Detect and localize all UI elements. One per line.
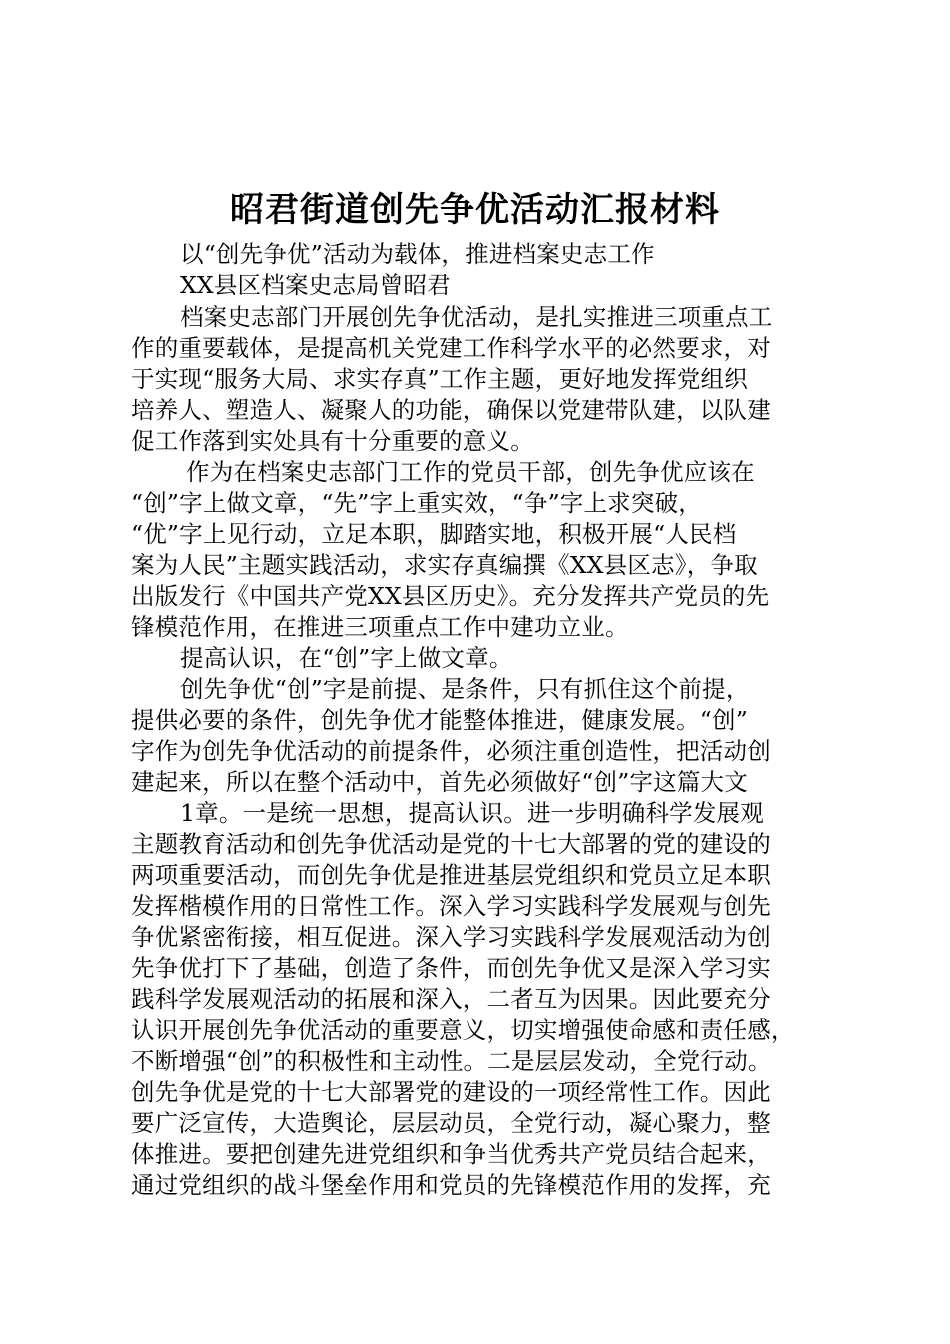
paragraph-line: 争优紧密衔接，相互促进。深入学习实践科学发展观活动为创 — [131, 923, 771, 951]
paragraph-line: 于实现“服务大局、求实存真”工作主题，更好地发挥党组织 — [131, 365, 748, 393]
paragraph-line: 字作为创先争优活动的前提条件，必须注重创造性，把活动创 — [131, 737, 771, 765]
paragraph-line: 培养人、塑造人、凝聚人的功能，确保以党建带队建，以队建 — [131, 396, 771, 424]
author-line: XX县区档案史志局曾昭君 — [180, 271, 451, 299]
document-title: 昭君街道创先争优活动汇报材料 — [230, 190, 720, 230]
paragraph-line: 先争优打下了基础，创造了条件，而创先争优又是深入学习实 — [131, 954, 771, 982]
paragraph-line: 践科学发展观活动的拓展和深入，二者互为因果。因此要充分 — [131, 985, 771, 1013]
paragraph-line: 两项重要活动，而创先争优是推进基层党组织和党员立足本职 — [131, 861, 771, 889]
paragraph-line: 1章。一是统一思想，提高认识。进一步明确科学发展观 — [180, 799, 764, 827]
paragraph-line: 要广泛宣传，大造舆论，层层动员，全党行动，凝心聚力，整 — [131, 1109, 771, 1137]
paragraph-line: 不断增强“创”的积极性和主动性。二是层层发动，全党行动。 — [131, 1047, 772, 1075]
paragraph-line: 主题教育活动和创先争优活动是党的十七大部署的党的建设的 — [131, 830, 771, 858]
paragraph-line: “优”字上见行动，立足本职，脚踏实地，积极开展“人民档 — [131, 520, 737, 548]
paragraph-line: 作的重要载体，是提高机关党建工作科学水平的必然要求，对 — [131, 334, 771, 362]
paragraph-line: 作为在档案史志部门工作的党员干部，创先争优应该在 — [186, 458, 755, 486]
paragraph-line: “创”字上做文章，“先”字上重实效，“争”字上求突破， — [131, 489, 702, 517]
paragraph-line: 体推进。要把创建先进党组织和争当优秀共产党员结合起来， — [131, 1140, 771, 1168]
paragraph-line: 通过党组织的战斗堡垒作用和党员的先锋模范作用的发挥，充 — [131, 1171, 771, 1199]
paragraph-line: 出版发行《中国共产党XX县区历史》。充分发挥共产党员的先 — [131, 582, 770, 610]
paragraph-line: 提供必要的条件，创先争优才能整体推进，健康发展。“创” — [131, 706, 748, 734]
paragraph-line: 发挥楷模作用的日常性工作。深入学习实践科学发展观与创先 — [131, 892, 771, 920]
section-heading: 提高认识，在“创”字上做文章。 — [180, 644, 513, 672]
paragraph-line: 档案史志部门开展创先争优活动，是扎实推进三项重点工 — [180, 303, 773, 331]
paragraph-line: 促工作落到实处具有十分重要的意义。 — [131, 427, 534, 455]
paragraph-line: 创先争优“创”字是前提、是条件，只有抓住这个前提， — [180, 675, 750, 703]
paragraph-line: 锋模范作用，在推进三项重点工作中建功立业。 — [131, 613, 629, 641]
paragraph-line: 案为人民”主题实践活动，求实存真编撰《XX县区志》，争取 — [131, 551, 758, 579]
subtitle-line: 以“创先争优”活动为载体，推进档案史志工作 — [180, 240, 655, 268]
paragraph-line: 建起来，所以在整个活动中，首先必须做好“创”字这篇大文 — [131, 768, 748, 796]
paragraph-line: 认识开展创先争优活动的重要意义，切实增强使命感和责任感， — [131, 1016, 795, 1044]
paragraph-line: 创先争优是党的十七大部署党的建设的一项经常性工作。因此 — [131, 1078, 771, 1106]
